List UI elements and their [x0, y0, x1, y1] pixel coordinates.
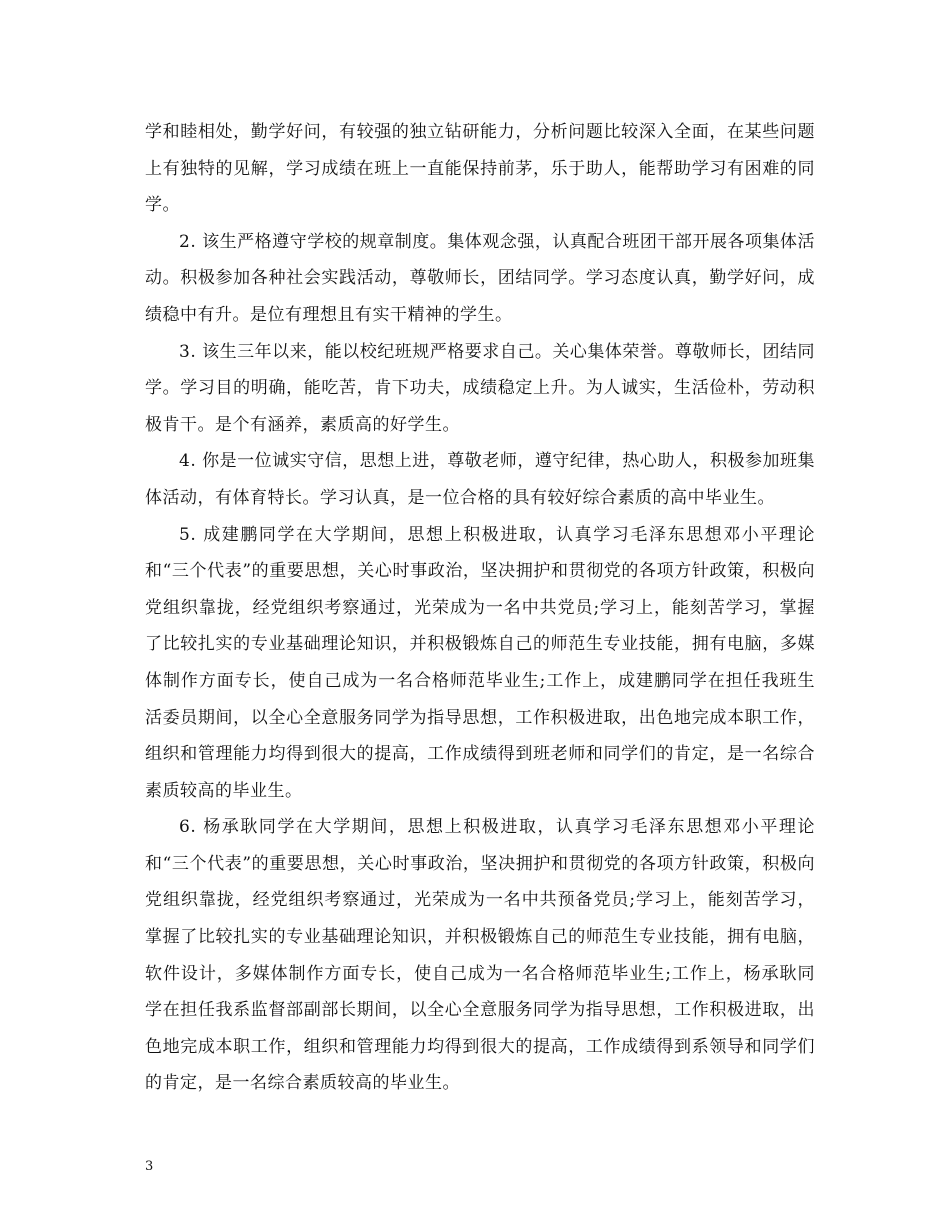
page-number: 3 [145, 1159, 154, 1174]
paragraph-item-3: 3. 该生三年以来，能以校纪班规严格要求自己。关心集体荣誉。尊敬师长，团结同学。学习目的明确，能吃苦，肯下功夫，成绩稳定上升。为人诚实，生活俭朴，劳动积极肯干。是个有涵养，素质高的好学生。 [145, 341, 815, 435]
paragraph-item-5: 5. 成建鹏同学在大学期间，思想上积极进取，认真学习毛泽东思想邓小平理论和“三个代表”的重要思想，关心时事政治，坚决拥护和贯彻党的各项方针政策，积极向党组织靠拢，经党组织考察通过，光荣成为一名中共党员;学习上，能刻苦学习，掌握了比较扎实的专业基础理论知识，并积极锻炼自己的师范生专业技能，拥有电脑，多媒体制作方面专长，使自己成为一名合格师范毕业生;工作上，成建鹏同学在担任我班生活委员期间，以全心全意服务同学为指导思想，工作积极进取，出色地完成本职工作，组织和管理能力均得到很大的提高，工作成绩得到班老师和同学们的肯定，是一名综合素质较高的毕业生。 [145, 524, 815, 801]
paragraph-item-6: 6. 杨承耿同学在大学期间，思想上积极进取，认真学习毛泽东思想邓小平理论和“三个代表”的重要思想，关心时事政治，坚决拥护和贯彻党的各项方针政策，积极向党组织靠拢，经党组织考察通过，光荣成为一名中共预备党员;学习上，能刻苦学习，掌握了比较扎实的专业基础理论知识，并积极锻炼自己的师范生专业技能，拥有电脑，软件设计，多媒体制作方面专长，使自己成为一名合格师范毕业生;工作上，杨承耿同学在担任我系监督部副部长期间，以全心全意服务同学为指导思想，工作积极进取，出色地完成本职工作，组织和管理能力均得到很大的提高，工作成绩得到系领导和同学们的肯定，是一名综合素质较高的毕业生。 [145, 817, 815, 1094]
paragraph-continuation: 学和睦相处，勤学好问，有较强的独立钻研能力，分析问题比较深入全面，在某些问题上有独特的见解，学习成绩在班上一直能保持前茅，乐于助人，能帮助学习有困难的同学。 [145, 122, 815, 216]
paragraph-item-2: 2. 该生严格遵守学校的规章制度。集体观念强，认真配合班团干部开展各项集体活动。积极参加各种社会实践活动，尊敬师长，团结同学。学习态度认真，勤学好问，成绩稳中有升。是位有理想且有实干精神的学生。 [145, 231, 815, 325]
paragraph-item-4: 4. 你是一位诚实守信，思想上进，尊敬老师，遵守纪律，热心助人，积极参加班集体活动，有体育特长。学习认真，是一位合格的具有较好综合素质的高中毕业生。 [145, 451, 815, 508]
document-body [145, 114, 815, 1102]
